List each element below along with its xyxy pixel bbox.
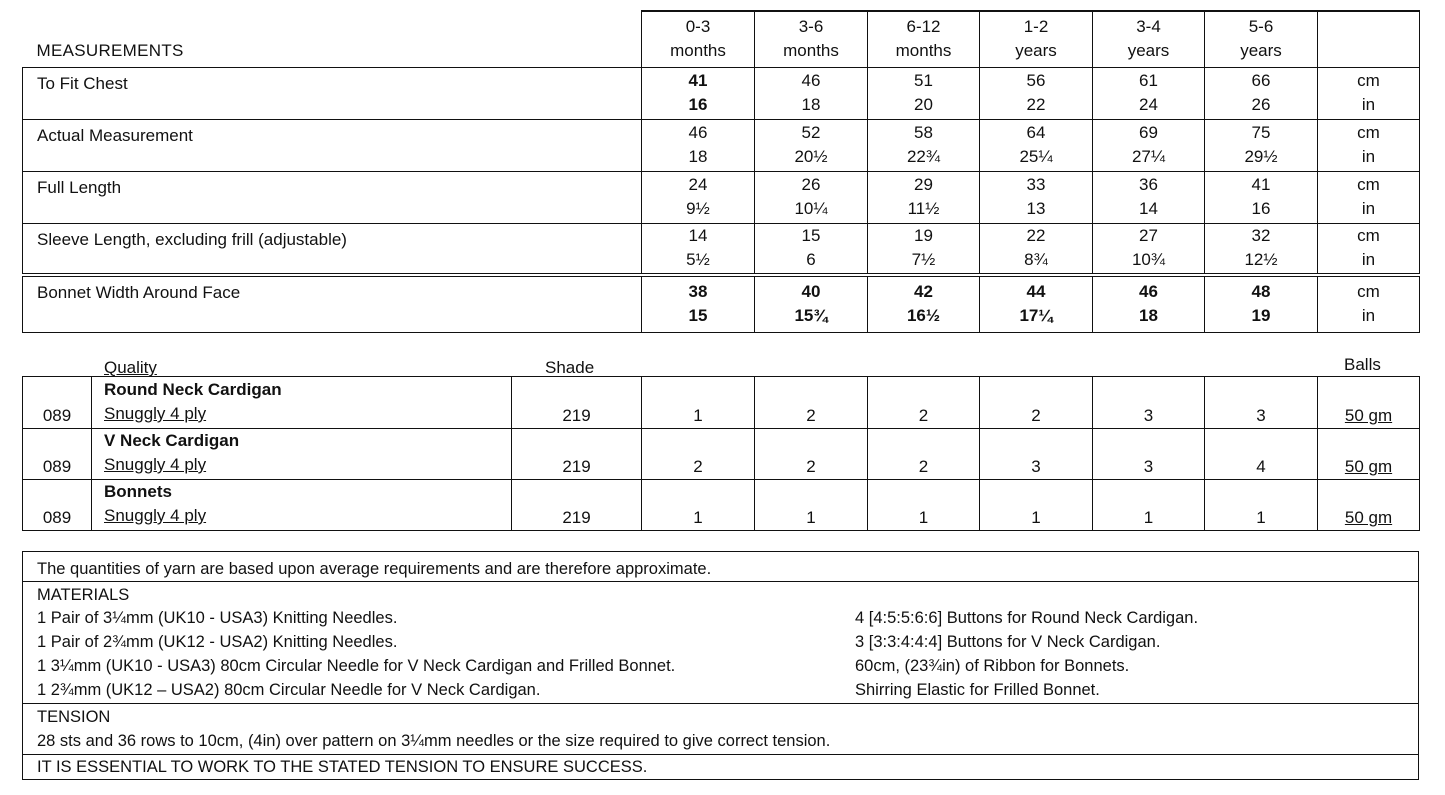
count-cell: 1 [868,480,980,531]
count-cell: 2 [642,429,755,480]
materials-item: 1 2¾mm (UK12 – USA2) 80cm Circular Needle for V Neck Cardigan. [37,681,541,699]
value-cell: 40 15¾ [755,275,868,332]
count-cell: 1 [1093,480,1205,531]
count-cell: 3 [1093,377,1205,429]
shade-cell: 219 [512,429,642,480]
yarn-code: 089 [23,429,92,480]
yarn-quality: Round Neck Cardigan Snuggly 4 ply [92,377,512,429]
count-cell: 1 [1205,480,1318,531]
value-cell: 29 11½ [868,171,980,223]
divider [23,703,1418,704]
count-cell: 2 [868,429,980,480]
yarn-code: 089 [23,480,92,531]
count-cell: 2 [755,377,868,429]
value-cell: 42 16½ [868,275,980,332]
materials-item: 1 3¼mm (UK10 - USA3) 80cm Circular Needle for V Neck Cardigan and Frilled Bonnet. [37,657,676,675]
table-row [23,480,1420,531]
materials-item: Shirring Elastic for Frilled Bonnet. [855,681,1100,699]
value-cell: 61 24 [1093,67,1205,119]
value-cell: 51 20 [868,67,980,119]
value-cell: 38 15 [642,275,755,332]
tension-heading: TENSION [37,708,111,726]
count-cell: 3 [1093,429,1205,480]
value-cell: 46 18 [755,67,868,119]
value-cell: 14 5½ [642,223,755,275]
shade-cell: 219 [512,377,642,429]
unit-cell: cm in [1318,119,1420,171]
value-cell: 56 22 [980,67,1093,119]
value-cell: 41 16 [1205,171,1318,223]
value-cell: 19 7½ [868,223,980,275]
divider [23,581,1418,582]
yarn-quality: V Neck Cardigan Snuggly 4 ply [92,429,512,480]
materials-item: 1 Pair of 3¼mm (UK10 - USA3) Knitting Needles. [37,609,398,627]
value-cell: 22 8¾ [980,223,1093,275]
count-cell: 2 [868,377,980,429]
unit-cell: cm in [1318,171,1420,223]
value-cell: 41 16 [642,67,755,119]
value-cell: 26 10¼ [755,171,868,223]
value-cell: 44 17¼ [980,275,1093,332]
value-cell: 15 6 [755,223,868,275]
materials-item: 1 Pair of 2¾mm (UK12 - USA2) Knitting Needles. [37,633,398,651]
table-row [23,377,1420,429]
count-cell: 2 [755,429,868,480]
value-cell: 69 27¼ [1093,119,1205,171]
quality-header: Quality [104,358,157,377]
value-cell: 33 13 [980,171,1093,223]
row-label: Actual Measurement [23,119,642,171]
essential-note: IT IS ESSENTIAL TO WORK TO THE STATED TENSION TO ENSURE SUCCESS. [37,758,648,776]
size-header: 3-4 years [1093,11,1205,67]
shade-cell: 219 [512,480,642,531]
table-row [23,67,1420,119]
value-cell: 46 18 [642,119,755,171]
materials-heading: MATERIALS [37,586,130,604]
size-header: 5-6 years [1205,11,1318,67]
yarn-quantity-note: The quantities of yarn are based upon average requirements and are therefore approximate. [37,560,712,578]
count-cell: 3 [1205,377,1318,429]
balls-cell: 50 gm [1318,377,1420,429]
row-label: Sleeve Length, excluding frill (adjustable) [23,223,642,275]
row-label: Bonnet Width Around Face [23,275,642,332]
size-header: 3-6 months [755,11,868,67]
size-header: 6-12 months [868,11,980,67]
measurements-title: MEASUREMENTS [23,11,642,67]
row-label: To Fit Chest [23,67,642,119]
count-cell: 1 [755,480,868,531]
table-row [23,223,1420,275]
balls-cell: 50 gm [1318,429,1420,480]
size-header: 0-3 months [642,11,755,67]
count-cell: 2 [980,377,1093,429]
shade-header: Shade [545,358,595,377]
table-row [23,429,1420,480]
measurements-table [22,10,1420,333]
value-cell: 48 19 [1205,275,1318,332]
count-cell: 1 [642,480,755,531]
count-cell: 1 [642,377,755,429]
divider [23,754,1418,755]
value-cell: 27 10¾ [1093,223,1205,275]
materials-item: 4 [4:5:5:6:6] Buttons for Round Neck Cardigan. [855,609,1199,627]
row-label: Full Length [23,171,642,223]
value-cell: 32 12½ [1205,223,1318,275]
materials-box [22,551,1419,780]
unit-cell: cm in [1318,223,1420,275]
materials-item: 3 [3:3:4:4:4] Buttons for V Neck Cardigan. [855,633,1161,651]
yarn-quality: Bonnets Snuggly 4 ply [92,480,512,531]
table-row [23,275,1420,332]
count-cell: 1 [980,480,1093,531]
value-cell: 36 14 [1093,171,1205,223]
table-row [23,119,1420,171]
count-cell: 3 [980,429,1093,480]
unit-header [1318,11,1420,67]
value-cell: 24 9½ [642,171,755,223]
tension-text: 28 sts and 36 rows to 10cm, (4in) over pattern on 3¼mm needles or the size required to give correct tension. [37,732,831,750]
unit-cell: cm in [1318,67,1420,119]
unit-cell: cm in [1318,275,1420,332]
count-cell: 4 [1205,429,1318,480]
balls-header: Balls [1344,355,1381,374]
value-cell: 46 18 [1093,275,1205,332]
yarn-table [22,376,1420,531]
size-header: 1-2 years [980,11,1093,67]
value-cell: 64 25¼ [980,119,1093,171]
table-row [23,171,1420,223]
yarn-code: 089 [23,377,92,429]
balls-cell: 50 gm [1318,480,1420,531]
materials-item: 60cm, (23¾in) of Ribbon for Bonnets. [855,657,1130,675]
value-cell: 75 29½ [1205,119,1318,171]
value-cell: 66 26 [1205,67,1318,119]
value-cell: 52 20½ [755,119,868,171]
value-cell: 58 22¾ [868,119,980,171]
